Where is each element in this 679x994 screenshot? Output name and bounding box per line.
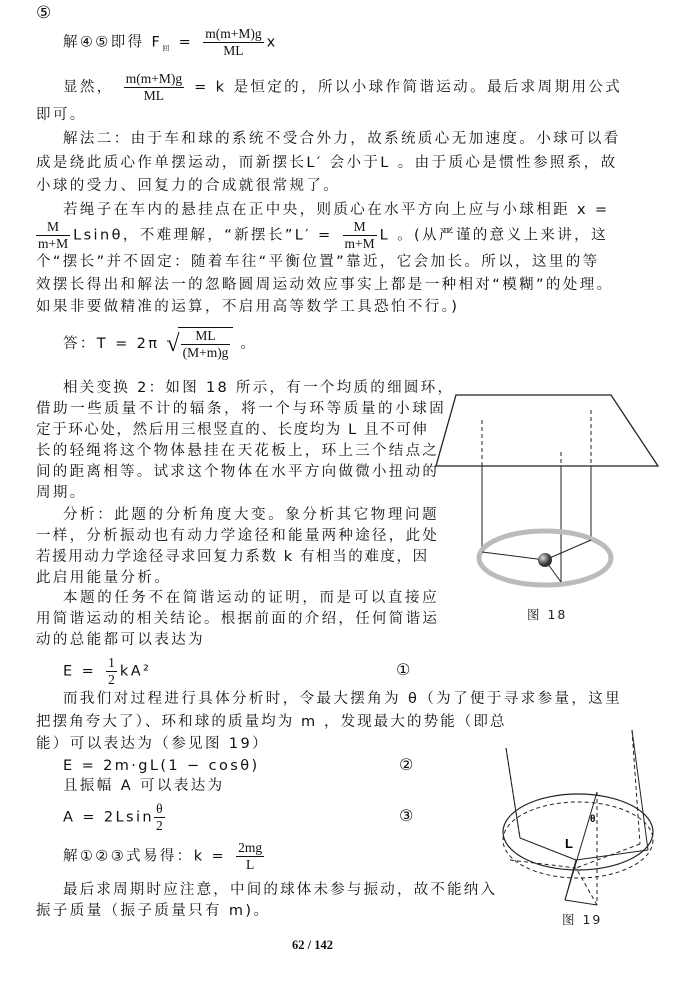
paragraph-line: 且振幅 A 可以表达为 xyxy=(63,778,225,794)
equation-solve-45 xyxy=(63,26,278,59)
paragraph-line: 分析：此题的分析角度大变。象分析其它物理问题 xyxy=(63,507,440,523)
label-L: L xyxy=(565,836,573,851)
numerator: m(m+M)g xyxy=(125,71,183,86)
text: 解①②③式易得：k = xyxy=(63,848,234,865)
text: 显然， xyxy=(63,79,114,96)
equation-tag-2: ② xyxy=(399,755,414,774)
denominator: ML xyxy=(143,88,165,103)
ceiling-plane xyxy=(436,395,658,466)
denominator: 2 xyxy=(108,672,115,687)
text: Lsinθ，不难理解，“新摆长”L′ = xyxy=(73,227,340,244)
paragraph-line: 而我们对过程进行具体分析时，令最大摆角为 θ（为了便于寻求参量，这里 xyxy=(63,691,623,707)
paragraph-line: 此启用能量分析。 xyxy=(36,570,172,586)
equation-1 xyxy=(63,655,151,688)
figure-19-caption: 图 19 xyxy=(562,912,603,927)
equation-3 xyxy=(63,801,168,834)
paragraph-line: 动的总能都可以表达为 xyxy=(36,632,205,648)
text: = xyxy=(171,34,201,51)
page-number: 62 / 142 xyxy=(292,938,333,952)
paragraph-line: 成是绕此质心作单摆运动，而新摆长L′ 会小于L 。由于质心是惯性参照系，故 xyxy=(36,155,618,171)
denominator: 2 xyxy=(155,818,163,833)
equation-tag-3: ③ xyxy=(399,806,414,825)
paragraph-line: 周期。 xyxy=(36,485,87,501)
paragraph-line: 本题的任务不在简谐运动的证明，而是可以直接应 xyxy=(63,590,440,606)
fraction xyxy=(181,328,231,361)
fraction xyxy=(106,655,117,688)
paragraph-line: 最后求周期时应注意，中间的球体未参与振动，故不能纳入 xyxy=(63,882,498,898)
subscript: 回 xyxy=(162,44,172,53)
denominator: (M+m)g xyxy=(182,345,229,360)
fraction xyxy=(236,840,264,873)
fraction xyxy=(343,219,377,252)
paragraph-line: 小球的受力、回复力的合成就很常规了。 xyxy=(36,178,341,194)
sqrt-sign: √ xyxy=(166,331,180,357)
paragraph-line: 解法二：由于车和球的系统不受合外力，故系统质心无加速度。小球可以看 xyxy=(63,131,621,147)
paragraph-line: 效摆长得出和解法一的忽略圆周运动效应事实上都是一种相对“模糊”的处理。 xyxy=(36,277,614,293)
denominator: ML xyxy=(223,43,244,58)
label-theta: θ xyxy=(590,814,596,825)
paragraph-line: 一样，分析振动也有动力学途径和能量两种途径，此处 xyxy=(36,528,440,544)
paragraph-line: 个“摆长”并不固定：随着车往“平衡位置”靠近，它会加长。所以，这里的等 xyxy=(36,254,600,270)
text: = k 是恒定的，所以小球作简谐运动。最后求周期用公式 xyxy=(187,79,623,96)
paragraph-line: 间的距离相等。试求这个物体在水平方向做微小扭动的 xyxy=(36,464,440,480)
fraction xyxy=(124,71,184,104)
paragraph-line: 长的轻绳将这个物体悬挂在天花板上，环上三个结点之 xyxy=(36,443,440,459)
ball xyxy=(538,553,552,567)
paragraph-line: 借助一些质量不计的辐条，将一个与环等质量的小球固 xyxy=(36,401,447,417)
figure-18-caption: 图 18 xyxy=(527,607,568,622)
text: 解④⑤即得 F xyxy=(63,34,163,51)
spoke xyxy=(545,540,591,560)
figure-19-displaced-ring xyxy=(480,710,679,910)
text: 。 xyxy=(240,336,258,352)
text: x xyxy=(266,34,278,51)
denominator: m+M xyxy=(344,236,375,251)
text: kA² xyxy=(119,663,152,680)
equation-number-5: ⑤ xyxy=(36,3,54,23)
paragraph-line: 振子质量（振子质量只有 m)。 xyxy=(36,903,271,919)
numerator: 1 xyxy=(108,655,115,670)
fraction xyxy=(36,219,70,252)
equation-2: E = 2m·gL(1 − cosθ) xyxy=(63,758,260,774)
paragraph-line: 若援用动力学途径寻求回复力系数 k 有相当的难度，因 xyxy=(36,549,429,565)
numerator: m(m+M)g xyxy=(205,26,262,41)
equation-obvious xyxy=(63,71,622,104)
equation-k xyxy=(63,840,267,873)
denominator: m+M xyxy=(38,236,69,251)
sqrt-body xyxy=(178,327,234,361)
answer-line xyxy=(63,327,257,361)
denominator: L xyxy=(245,857,255,872)
numerator: M xyxy=(343,219,377,236)
numerator: 2mg xyxy=(238,840,263,855)
paragraph-line: 即可。 xyxy=(36,107,87,123)
numerator: θ xyxy=(154,801,165,818)
text: L 。(从严谨的意义上来讲，这 xyxy=(379,227,608,244)
text: E = xyxy=(63,663,104,680)
numerator: M xyxy=(36,219,70,236)
displaced-ring xyxy=(503,794,653,870)
paragraph-line: 用简谐运动的相关结论。根据前面的介绍，任何简谐运 xyxy=(36,611,440,627)
paragraph-line: 定于环心处，然后用三根竖直的、长度均为 L 且不可伸 xyxy=(36,422,429,438)
paragraph-line: 如果非要做精准的运算，不启用高等数学工具恐怕不行。) xyxy=(36,299,460,315)
fraction xyxy=(154,801,165,834)
fraction xyxy=(203,26,263,59)
equation-new-length xyxy=(36,219,608,252)
paragraph-line: 把摆角夸大了）、环和球的质量均为 m ，发现最大的势能（即总 xyxy=(36,714,507,730)
paragraph-line: 相关变换 2：如图 18 所示，有一个均质的细圆环， xyxy=(63,380,455,396)
spoke xyxy=(482,552,545,560)
numerator: ML xyxy=(181,328,231,345)
paragraph-line: 若绳子在车内的悬挂点在正中央，则质心在水平方向上应与小球相距 x = xyxy=(63,202,610,218)
paragraph-line: 能）可以表达为（参见图 19） xyxy=(36,736,270,752)
equation-tag-1: ① xyxy=(396,660,411,679)
text: 答：T = 2π xyxy=(63,336,160,352)
figure-18-ring-pendulum xyxy=(400,380,679,610)
text: A = 2Lsin xyxy=(63,809,154,826)
